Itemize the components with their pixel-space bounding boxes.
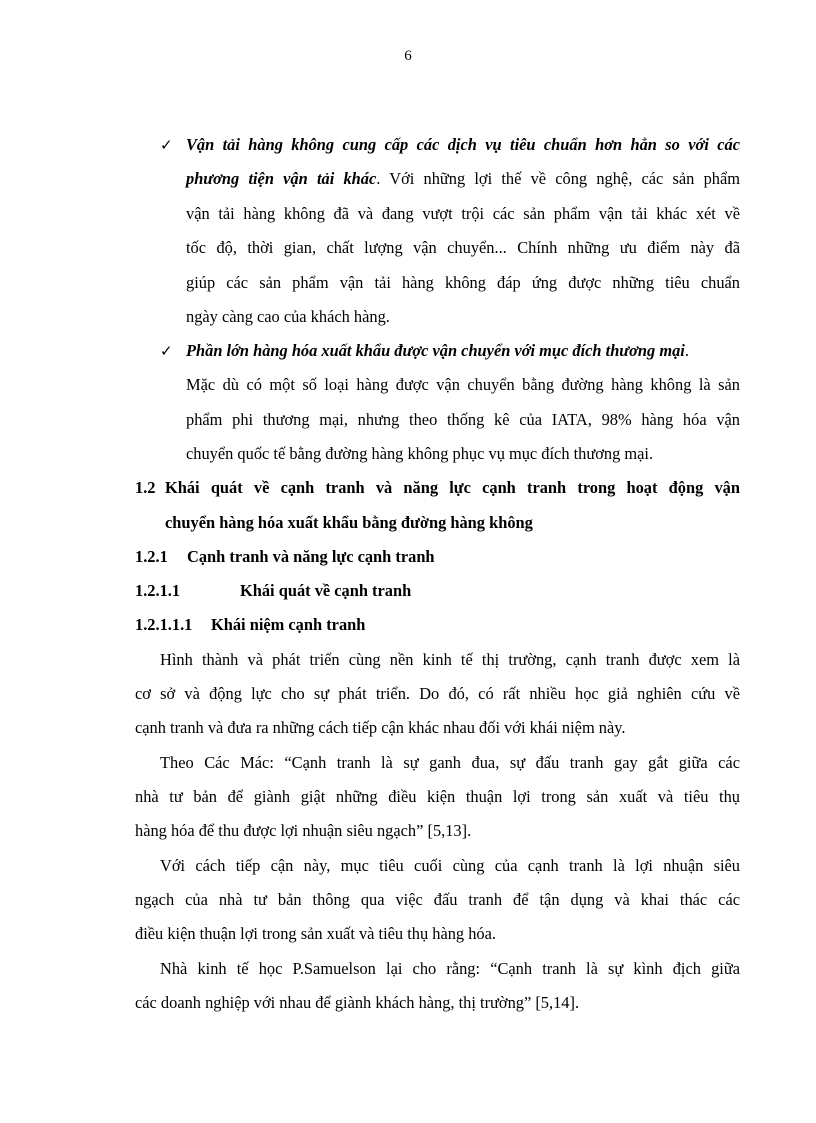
para2-line1: Theo Các Mác: “Cạnh tranh là sự ganh đua, sự đấu tranh gay gắt giữa các — [160, 753, 740, 772]
bullet1-line6: ngày càng cao của khách hàng. — [186, 307, 390, 326]
para4-line2: các doanh nghiệp với nhau để giành khách hàng, thị trường” [5,14]. — [135, 993, 580, 1012]
bullet1-line5: giúp các sản phẩm vận tải hàng không đáp ứng được những tiêu chuẩn — [186, 273, 740, 292]
bullet1-line4: tốc độ, thời gian, chất lượng vận chuyển... Chính những ưu điểm này đã — [186, 238, 740, 257]
para3-line3: điều kiện thuận lợi trong sản xuất và tiêu thụ hàng hóa. — [135, 924, 496, 943]
para2-line3: hàng hóa để thu được lợi nhuận siêu ngạch” [5,13]. — [135, 821, 472, 840]
bullet2-period: . — [684, 341, 689, 360]
bullet1-line1: Vận tải hàng không cung cấp các dịch vụ tiêu chuẩn hơn hẳn so với các — [186, 135, 740, 154]
para2-line2: nhà tư bản để giành giật những điều kiện thuận lợi trong sản xuất và tiêu thụ — [135, 787, 740, 806]
checkmark-bullet-icon: ✓ — [160, 136, 173, 154]
heading-1-2-1-1-1-title: Khái niệm cạnh tranh — [211, 615, 366, 634]
bullet2-line1 — [186, 341, 689, 361]
heading-1-2-1-number: 1.2.1 — [135, 547, 168, 566]
heading-1-2-line1: Khái quát về cạnh tranh và năng lực cạnh tranh trong hoạt động vận — [165, 478, 740, 497]
bullet2-line4: chuyển quốc tế bằng đường hàng không phục vụ mục đích thương mại. — [186, 444, 654, 463]
bullet1-line3: vận tải hàng không đã và đang vượt trội các sản phẩm vận tải khác xét về — [186, 204, 740, 223]
heading-1-2-1-1-title: Khái quát về cạnh tranh — [240, 581, 412, 600]
bullet2-emphasis: Phần lớn hàng hóa xuất khẩu được vận chuyển với mục đích thương mại — [186, 341, 685, 360]
heading-1-2-1-1-number: 1.2.1.1 — [135, 581, 181, 600]
bullet1-line2-rest: . Với những lợi thế về công nghệ, các sản phẩm — [376, 169, 740, 188]
para3-line1: Với cách tiếp cận này, mục tiêu cuối cùng của cạnh tranh là lợi nhuận siêu — [160, 856, 740, 875]
page-number: 6 — [404, 48, 412, 64]
para3-line2: ngạch của nhà tư bản thông qua việc đấu tranh để tận dụng và khai thác các — [135, 890, 740, 909]
heading-1-2-1-title: Cạnh tranh và năng lực cạnh tranh — [187, 547, 435, 566]
heading-1-2-line2: chuyển hàng hóa xuất khẩu bằng đường hàng không — [165, 513, 533, 532]
bullet1-line2 — [186, 169, 740, 189]
bullet2-line2: Mặc dù có một số loại hàng được vận chuyển bằng đường hàng không là sản — [186, 375, 740, 394]
para1-line1: Hình thành và phát triển cùng nền kinh tế thị trường, cạnh tranh được xem là — [160, 650, 740, 669]
para4-line1: Nhà kinh tế học P.Samuelson lại cho rằng: “Cạnh tranh là sự kình địch giữa — [160, 959, 740, 978]
bullet1-emphasis: phương tiện vận tải khác — [186, 169, 377, 188]
heading-1-2-number: 1.2 — [135, 478, 156, 497]
heading-1-2-1-1-1-number: 1.2.1.1.1 — [135, 615, 193, 634]
checkmark-bullet-icon: ✓ — [160, 342, 173, 360]
para1-line2: cơ sở và động lực cho sự phát triển. Do đó, có rất nhiều học giả nghiên cứu về — [135, 684, 740, 703]
para1-line3: cạnh tranh và đưa ra những cách tiếp cận khác nhau đối với khái niệm này. — [135, 718, 626, 737]
bullet2-line3: phẩm phi thương mại, nhưng theo thống kê của IATA, 98% hàng hóa vận — [186, 410, 740, 429]
